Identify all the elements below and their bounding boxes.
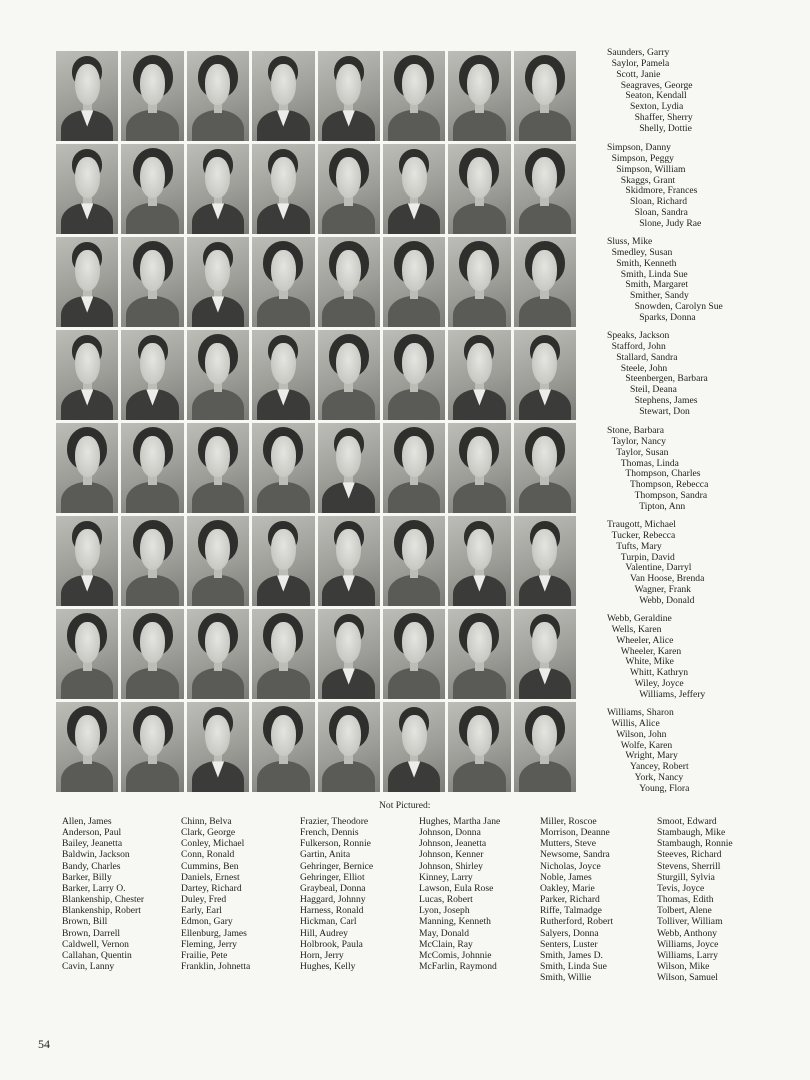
student-name: Young, Flora: [639, 782, 690, 794]
not-pictured-name: Early, Earl: [181, 905, 222, 917]
not-pictured-name: Conley, Michael: [181, 838, 245, 850]
name-list-row-6: [607, 520, 807, 607]
not-pictured-column-2: [181, 816, 250, 972]
student-portrait: [318, 609, 380, 699]
student-portrait: [121, 702, 183, 792]
student-name: Steil, Deana: [630, 384, 677, 396]
student-name: Smither, Sandy: [630, 290, 689, 302]
student-name: White, Mike: [625, 656, 674, 668]
student-name: Thompson, Charles: [625, 468, 701, 480]
not-pictured-name: Smith, Willie: [540, 972, 592, 984]
page-number: 54: [38, 1037, 50, 1051]
not-pictured-name: Barker, Larry O.: [62, 882, 126, 894]
not-pictured-name: Williams, Larry: [657, 949, 718, 961]
not-pictured-name: May, Donald: [419, 927, 470, 939]
student-portrait: [448, 237, 510, 327]
student-portrait: [252, 237, 314, 327]
not-pictured-name: Thomas, Edith: [657, 894, 714, 906]
not-pictured-column-5: [540, 816, 613, 983]
not-pictured-name: Nicholas, Joyce: [540, 860, 601, 872]
student-portrait: [318, 516, 380, 606]
not-pictured-name: Hill, Audrey: [300, 927, 348, 939]
student-name: Speaks, Jackson: [607, 330, 670, 341]
student-portrait: [252, 702, 314, 792]
student-portrait: [448, 609, 510, 699]
student-portrait: [514, 702, 576, 792]
not-pictured-name: Gehringer, Elliot: [300, 871, 365, 883]
not-pictured-column-4: [419, 816, 500, 972]
not-pictured-name: Gehringer, Bernice: [300, 860, 374, 872]
not-pictured-name: Johnson, Shirley: [419, 860, 483, 872]
student-portrait: [252, 51, 314, 141]
student-name: Seaton, Kendall: [625, 90, 687, 102]
student-name: Wheeler, Karen: [620, 645, 682, 657]
not-pictured-name: Smoot, Edward: [657, 816, 717, 827]
student-portrait: [187, 330, 249, 420]
student-name: Sloan, Sandra: [634, 207, 688, 219]
not-pictured-name: Horn, Jerry: [300, 949, 344, 961]
student-portrait: [514, 144, 576, 234]
student-name: Seagraves, George: [620, 79, 693, 91]
student-name: York, Nancy: [634, 772, 684, 784]
student-portrait: [448, 702, 510, 792]
student-portrait: [56, 423, 118, 513]
student-portrait: [56, 516, 118, 606]
student-name: Sluss, Mike: [607, 236, 653, 247]
student-portrait: [252, 609, 314, 699]
student-name: Smith, Linda Sue: [620, 268, 688, 280]
student-portrait: [514, 237, 576, 327]
not-pictured-name: Webb, Anthony: [657, 927, 717, 939]
student-name: Sexton, Lydia: [630, 101, 684, 113]
student-name: Stafford, John: [611, 340, 666, 352]
not-pictured-name: Sturgill, Sylvia: [657, 871, 715, 883]
student-portrait: [121, 237, 183, 327]
not-pictured-name: Gartin, Anita: [300, 849, 351, 861]
not-pictured-name: Noble, James: [540, 871, 592, 883]
not-pictured-name: French, Dennis: [300, 827, 359, 839]
not-pictured-column-1: [62, 816, 144, 972]
not-pictured-name: Bailey, Jeanetta: [62, 838, 123, 850]
student-name: Shaffer, Sherry: [634, 112, 693, 124]
student-portrait: [56, 51, 118, 141]
not-pictured-name: Allen, James: [62, 816, 112, 827]
not-pictured-name: Steeves, Richard: [657, 849, 722, 861]
student-name: Stewart, Don: [639, 405, 690, 417]
not-pictured-name: Ellenburg, James: [181, 927, 247, 939]
student-name: Webb, Donald: [639, 594, 695, 606]
not-pictured-name: Parker, Richard: [540, 894, 600, 906]
student-name: Traugott, Michael: [607, 519, 676, 530]
student-name: Saunders, Garry: [607, 47, 670, 58]
student-portrait: [318, 237, 380, 327]
student-portrait: [514, 609, 576, 699]
student-portrait: [187, 423, 249, 513]
student-name: Skidmore, Frances: [625, 185, 698, 197]
student-portrait: [252, 516, 314, 606]
student-name: Stone, Barbara: [607, 425, 665, 436]
name-list-row-7: [607, 614, 807, 701]
student-portrait: [121, 51, 183, 141]
not-pictured-name: Manning, Kenneth: [419, 916, 491, 928]
student-portrait: [318, 423, 380, 513]
student-name: Slone, Judy Rae: [639, 217, 702, 229]
not-pictured-name: Morrison, Deanne: [540, 827, 610, 839]
not-pictured-name: Hickman, Carl: [300, 916, 357, 928]
student-portrait: [252, 330, 314, 420]
student-portrait: [318, 51, 380, 141]
not-pictured-name: Holbrook, Paula: [300, 938, 363, 950]
student-name: Tucker, Rebecca: [611, 529, 676, 541]
not-pictured-name: Stambaugh, Ronnie: [657, 838, 733, 850]
not-pictured-name: Haggard, Johnny: [300, 894, 366, 906]
not-pictured-name: Brown, Darrell: [62, 927, 121, 939]
student-name: Shelly, Dottie: [639, 122, 692, 134]
student-portrait: [187, 237, 249, 327]
student-name: Thomas, Linda: [620, 457, 679, 469]
student-name: Van Hoose, Brenda: [630, 573, 705, 585]
student-portrait: [121, 144, 183, 234]
student-portrait: [383, 51, 445, 141]
student-name: Wright, Mary: [625, 750, 678, 762]
student-name: Stephens, James: [634, 395, 698, 407]
student-portrait: [318, 702, 380, 792]
not-pictured-name: Cummins, Ben: [181, 860, 239, 872]
student-portrait: [56, 330, 118, 420]
student-portrait: [56, 144, 118, 234]
student-name: Wells, Karen: [611, 623, 662, 635]
not-pictured-name: Dartey, Richard: [181, 882, 242, 894]
not-pictured-name: Miller, Roscoe: [540, 816, 597, 827]
not-pictured-name: Rutherford, Robert: [540, 916, 614, 928]
student-name: Wagner, Frank: [634, 584, 691, 596]
not-pictured-name: Smith, James D.: [540, 949, 603, 961]
name-list-row-1: [607, 48, 807, 135]
not-pictured-name: Senters, Luster: [540, 938, 598, 950]
student-portrait: [56, 237, 118, 327]
not-pictured-name: Cavin, Lanny: [62, 961, 115, 973]
student-name: Snowden, Carolyn Sue: [634, 301, 723, 313]
student-portrait: [383, 144, 445, 234]
student-name: Wolfe, Karen: [620, 739, 673, 751]
student-name: Williams, Sharon: [607, 707, 674, 718]
not-pictured-name: Hughes, Kelly: [300, 961, 356, 973]
not-pictured-name: Stevens, Sherrill: [657, 860, 721, 872]
not-pictured-name: Lyon, Joseph: [419, 905, 470, 917]
student-name: Taylor, Susan: [616, 446, 669, 458]
not-pictured-name: Tolliver, William: [657, 916, 723, 928]
student-name: Thompson, Rebecca: [630, 479, 709, 491]
not-pictured-name: Lucas, Robert: [419, 894, 473, 906]
not-pictured-name: Smith, Linda Sue: [540, 961, 607, 973]
not-pictured-name: Stambaugh, Mike: [657, 827, 726, 839]
not-pictured-name: Daniels, Ernest: [181, 871, 240, 883]
student-portrait: [187, 144, 249, 234]
student-portrait: [187, 609, 249, 699]
student-name: Simpson, Danny: [607, 142, 671, 153]
student-name: Webb, Geraldine: [607, 613, 672, 624]
student-name: Williams, Jeffery: [639, 688, 706, 700]
student-portrait: [252, 423, 314, 513]
name-list-row-4: [607, 331, 807, 418]
student-portrait: [187, 516, 249, 606]
not-pictured-name: Conn, Ronald: [181, 849, 235, 861]
not-pictured-name: Graybeal, Donna: [300, 882, 366, 894]
not-pictured-name: Anderson, Paul: [62, 827, 122, 839]
not-pictured-name: McFarlin, Raymond: [419, 961, 497, 973]
not-pictured-name: Brown, Bill: [62, 916, 108, 928]
student-portrait: [121, 330, 183, 420]
student-portrait: [318, 330, 380, 420]
not-pictured-name: Franklin, Johnetta: [181, 961, 251, 973]
student-portrait: [514, 516, 576, 606]
student-name: Wiley, Joyce: [634, 678, 684, 690]
not-pictured-name: Salyers, Donna: [540, 927, 599, 939]
student-portrait: [121, 609, 183, 699]
student-name: Wheeler, Alice: [616, 634, 674, 646]
student-name: Saylor, Pamela: [611, 57, 670, 69]
student-portrait: [383, 423, 445, 513]
portrait-grid: [56, 51, 576, 792]
student-portrait: [448, 330, 510, 420]
not-pictured-name: Bandy, Charles: [62, 860, 121, 872]
student-portrait: [121, 516, 183, 606]
student-portrait: [383, 330, 445, 420]
student-portrait: [448, 516, 510, 606]
student-name: Simpson, William: [616, 163, 686, 175]
not-pictured-name: Newsome, Sandra: [540, 849, 610, 861]
not-pictured-name: Blankenship, Robert: [62, 905, 141, 917]
student-name: Thompson, Sandra: [634, 490, 708, 502]
student-name: Scott, Janie: [616, 68, 661, 80]
student-portrait: [448, 144, 510, 234]
student-portrait: [514, 51, 576, 141]
not-pictured-name: Oakley, Marie: [540, 882, 595, 894]
student-name: Valentine, Darryl: [625, 562, 692, 574]
student-portrait: [56, 609, 118, 699]
not-pictured-name: Tevis, Joyce: [657, 882, 705, 894]
student-portrait: [448, 51, 510, 141]
not-pictured-name: Mutters, Steve: [540, 838, 596, 850]
not-pictured-column-6: [657, 816, 733, 983]
not-pictured-name: Wilson, Mike: [657, 961, 710, 973]
student-name: Whitt, Kathryn: [630, 667, 689, 679]
not-pictured-name: Baldwin, Jackson: [62, 849, 130, 861]
student-name: Turpin, David: [620, 551, 675, 563]
name-list-row-3: [607, 237, 807, 324]
not-pictured-name: Riffe, Talmadge: [540, 905, 602, 917]
name-list-row-5: [607, 426, 807, 513]
student-portrait: [383, 609, 445, 699]
not-pictured-name: Hughes, Martha Jane: [419, 816, 501, 827]
student-portrait: [383, 702, 445, 792]
student-portrait: [383, 516, 445, 606]
student-name: Tipton, Ann: [639, 500, 686, 512]
student-portrait: [121, 423, 183, 513]
not-pictured-name: Fleming, Jerry: [181, 938, 237, 950]
student-name: Steenbergen, Barbara: [625, 373, 708, 385]
student-name: Smith, Margaret: [625, 279, 689, 291]
not-pictured-name: Chinn, Belva: [181, 816, 232, 827]
student-portrait: [187, 702, 249, 792]
not-pictured-name: Frailie, Pete: [181, 949, 228, 961]
student-portrait: [514, 423, 576, 513]
not-pictured-name: Harness, Ronald: [300, 905, 364, 917]
student-name: Tufts, Mary: [616, 540, 662, 552]
not-pictured-name: Caldwell, Vernon: [62, 938, 129, 950]
not-pictured-heading: Not Pictured:: [379, 800, 431, 811]
student-name: Taylor, Nancy: [611, 435, 666, 447]
not-pictured-name: McComis, Johnnie: [419, 949, 492, 961]
student-portrait: [318, 144, 380, 234]
student-name: Smith, Kenneth: [616, 257, 677, 269]
not-pictured-name: Blankenship, Chester: [62, 894, 145, 906]
student-name: Yancey, Robert: [630, 761, 689, 773]
not-pictured-name: McClain, Ray: [419, 938, 473, 950]
not-pictured-name: Barker, Billy: [62, 871, 112, 883]
not-pictured-name: Tolbert, Alene: [657, 905, 712, 917]
student-name: Smedley, Susan: [611, 246, 673, 258]
student-portrait: [187, 51, 249, 141]
not-pictured-name: Edmon, Gary: [181, 916, 233, 928]
not-pictured-name: Johnson, Kenner: [419, 849, 484, 861]
not-pictured-name: Johnson, Donna: [419, 827, 481, 839]
not-pictured-name: Kinney, Larry: [419, 871, 473, 883]
not-pictured-name: Wilson, Samuel: [657, 972, 718, 984]
student-name: Steele, John: [620, 362, 668, 374]
student-name: Willis, Alice: [611, 717, 660, 729]
student-name: Wilson, John: [616, 728, 667, 740]
student-portrait: [56, 702, 118, 792]
student-portrait: [252, 144, 314, 234]
not-pictured-column-3: [300, 816, 373, 972]
not-pictured-name: Callahan, Quentin: [62, 949, 132, 961]
student-portrait: [514, 330, 576, 420]
not-pictured-name: Fulkerson, Ronnie: [300, 838, 371, 850]
not-pictured-name: Frazier, Theodore: [300, 816, 369, 827]
student-name: Sparks, Donna: [639, 311, 696, 323]
student-name: Simpson, Peggy: [611, 152, 674, 164]
not-pictured-name: Lawson, Eula Rose: [419, 882, 494, 894]
student-name: Skaggs, Grant: [620, 174, 676, 186]
name-list-row-8: [607, 708, 807, 795]
student-name: Sloan, Richard: [630, 196, 688, 208]
name-list-row-2: [607, 143, 807, 230]
student-portrait: [383, 237, 445, 327]
not-pictured-name: Clark, George: [181, 827, 236, 839]
student-name: Stallard, Sandra: [616, 351, 678, 363]
not-pictured-name: Johnson, Jeanetta: [419, 838, 487, 850]
student-portrait: [448, 423, 510, 513]
not-pictured-name: Williams, Joyce: [657, 938, 719, 950]
not-pictured-name: Duley, Fred: [181, 894, 227, 906]
